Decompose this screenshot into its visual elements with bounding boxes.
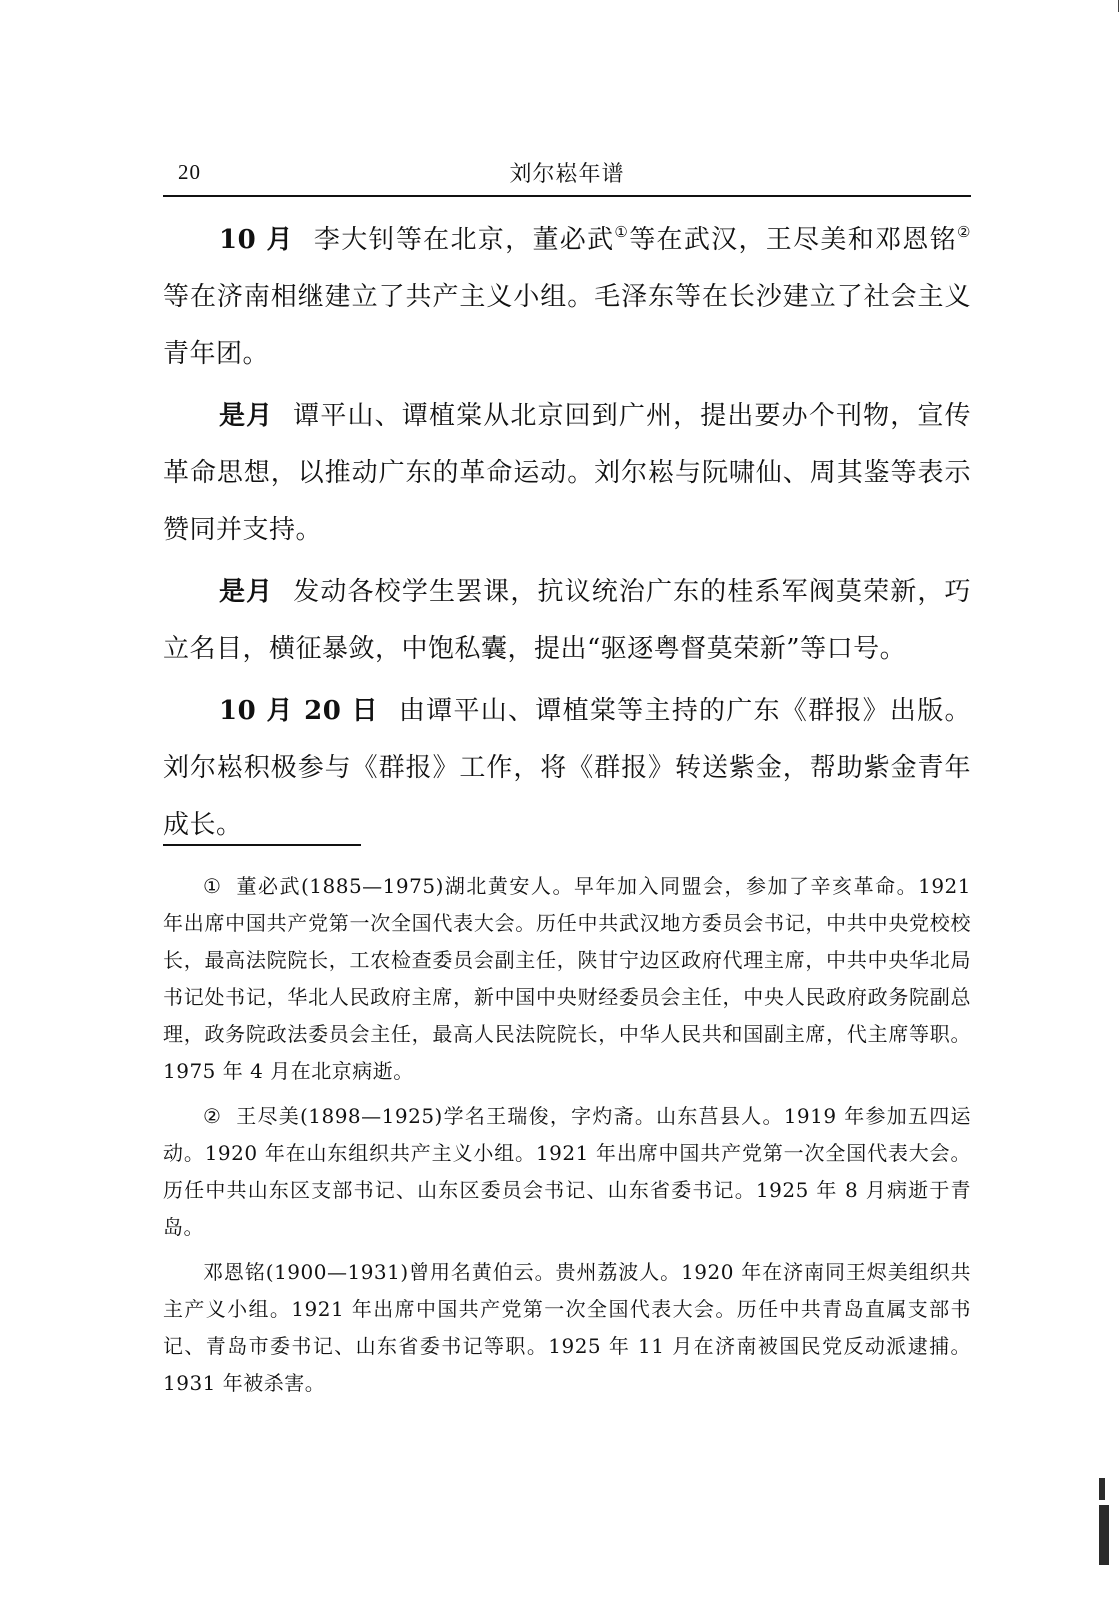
footnote-text: 邓恩铭(1900—1931)曾用名黄伯云。贵州荔波人。1920 年在济南同王烬美组织共主产义小组。1921 年出席中国共产党第一次全国代表大会。历任中共青岛直属支部书记、青岛市委书记、山东省委书记等职。1925 年 11 月在济南被国民党反动派逮捕。1931 年被杀害。 xyxy=(163,1260,971,1395)
entry-date: 是月 xyxy=(219,577,274,607)
entry-same-month-1 xyxy=(163,388,971,559)
entry-date: 10 月 xyxy=(219,225,294,255)
footnotes xyxy=(163,868,971,1410)
footnote-ref[interactable]: ② xyxy=(957,223,971,241)
footnote-2 xyxy=(163,1098,971,1246)
entry-date: 10 月 20 日 xyxy=(219,696,379,726)
footnote-mark: ② xyxy=(203,1104,223,1128)
entry-text: 等在武汉，王尽美和邓恩铭 xyxy=(629,225,958,255)
footnote-2-continued xyxy=(163,1254,971,1402)
scan-edge-mark xyxy=(1099,1505,1109,1565)
footnote-ref[interactable]: ① xyxy=(614,223,630,241)
header-rule xyxy=(163,195,971,197)
footnote-rule xyxy=(163,844,361,846)
entry-date: 是月 xyxy=(219,401,274,431)
footnote-mark: ① xyxy=(203,874,223,898)
entry-text: 李大钊等在北京，董必武 xyxy=(313,225,615,255)
main-text xyxy=(163,212,971,859)
footnote-1 xyxy=(163,868,971,1090)
footnote-text: 董必武(1885—1975)湖北黄安人。早年加入同盟会，参加了辛亥革命。1921 年出席中国共产党第一次全国代表大会。历任中共武汉地方委员会书记，中共中央党校校长，最高法院院长，工农检查委员会副主任，陕甘宁边区政府代理主席，中共中央华北局书记处书记，华北人民政府主席，新中国中央财经委员会主任，中央人民政府政务院副总理，政务院政法委员会主任，最高人民法院院长，中华人民共和国副主席，代主席等职。1975 年 4 月在北京病逝。 xyxy=(163,874,971,1083)
entry-text: 发动各校学生罢课，抗议统治广东的桂系军阀莫荣新，巧立名目，横征暴敛，中饱私囊，提出“驱逐粤督莫荣新”等口号。 xyxy=(163,577,971,664)
entry-same-month-2 xyxy=(163,564,971,678)
entry-text: 等在济南相继建立了共产主义小组。毛泽东等在长沙建立了社会主义青年团。 xyxy=(163,282,971,369)
entry-october xyxy=(163,212,971,383)
page-number: 20 xyxy=(178,160,201,184)
footnote-text: 王尽美(1898—1925)学名王瑞俊，字灼斋。山东莒县人。1919 年参加五四运动。1920 年在山东组织共产主义小组。1921 年出席中国共产党第一次全国代表大会。历任中共山东区支部书记、山东区委员会书记、山东省委书记。1925 年 8 月病逝于青岛。 xyxy=(163,1104,971,1239)
scan-edge-mark xyxy=(1099,1478,1105,1500)
entry-text: 由谭平山、谭植棠等主持的广东《群报》出版。刘尔崧积极参与《群报》工作，将《群报》转送紫金，帮助紫金青年成长。 xyxy=(163,696,971,840)
entry-october-20 xyxy=(163,683,971,854)
entry-text: 谭平山、谭植棠从北京回到广州，提出要办个刊物，宣传革命思想，以推动广东的革命运动。刘尔崧与阮啸仙、周其鉴等表示赞同并支持。 xyxy=(163,401,971,545)
running-title: 刘尔崧年谱 xyxy=(509,162,625,187)
page-header xyxy=(163,152,971,196)
